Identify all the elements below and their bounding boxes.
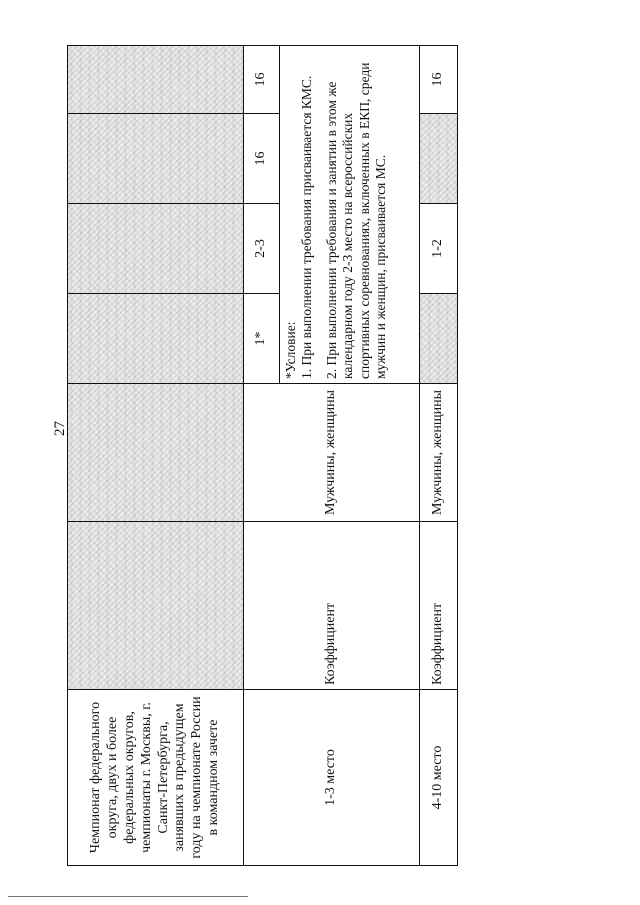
value-cell: 16	[244, 46, 280, 114]
table-header-row	[68, 46, 244, 866]
footer-divider	[8, 896, 248, 897]
gender-cell: Мужчины, женщины	[420, 384, 458, 522]
range-cell: 1-2	[420, 204, 458, 294]
qualification-table	[67, 45, 458, 866]
note-item: 2. При выполнении требования и занятии в этом же календарном году 2-3 место на всероссийских спортивных соревнованиях, включенных в ЕКП, среди мужчин и женщин, присваивается МС.	[323, 62, 389, 379]
place-cell: 1-3 место	[244, 690, 420, 866]
place-cell: 4-10 место	[420, 690, 458, 866]
shaded-cell	[420, 294, 458, 384]
shaded-cell	[68, 204, 244, 294]
note-title: *Условие:	[283, 321, 298, 379]
value-cell: 16	[244, 114, 280, 204]
shaded-cell	[68, 294, 244, 384]
type-cell: Коэффициент	[420, 522, 458, 690]
value-cell: 16	[420, 46, 458, 114]
type-cell: Коэффициент	[244, 522, 420, 690]
rotated-table-wrapper	[67, 46, 457, 866]
shaded-cell	[420, 114, 458, 204]
table-row	[420, 46, 458, 866]
condition-note	[280, 46, 420, 384]
competition-title-cell: Чемпионат федерального округа, двух и более федеральных округов, чемпионаты г. Москвы, г. Санкт-Петербурга, занявших в предыдущем году на чемпионате России в командном зачете	[68, 690, 244, 866]
note-item: 1. При выполнении требования присваивается КМС.	[299, 75, 315, 379]
shaded-cell	[68, 46, 244, 114]
shaded-cell	[68, 522, 244, 690]
range-cell: 2-3	[244, 204, 280, 294]
gender-cell: Мужчины, женщины	[244, 384, 420, 522]
page-number: 27	[52, 421, 68, 436]
shaded-cell	[68, 384, 244, 522]
shaded-cell	[68, 114, 244, 204]
table-row	[244, 46, 280, 866]
rank-cell: 1*	[244, 294, 280, 384]
